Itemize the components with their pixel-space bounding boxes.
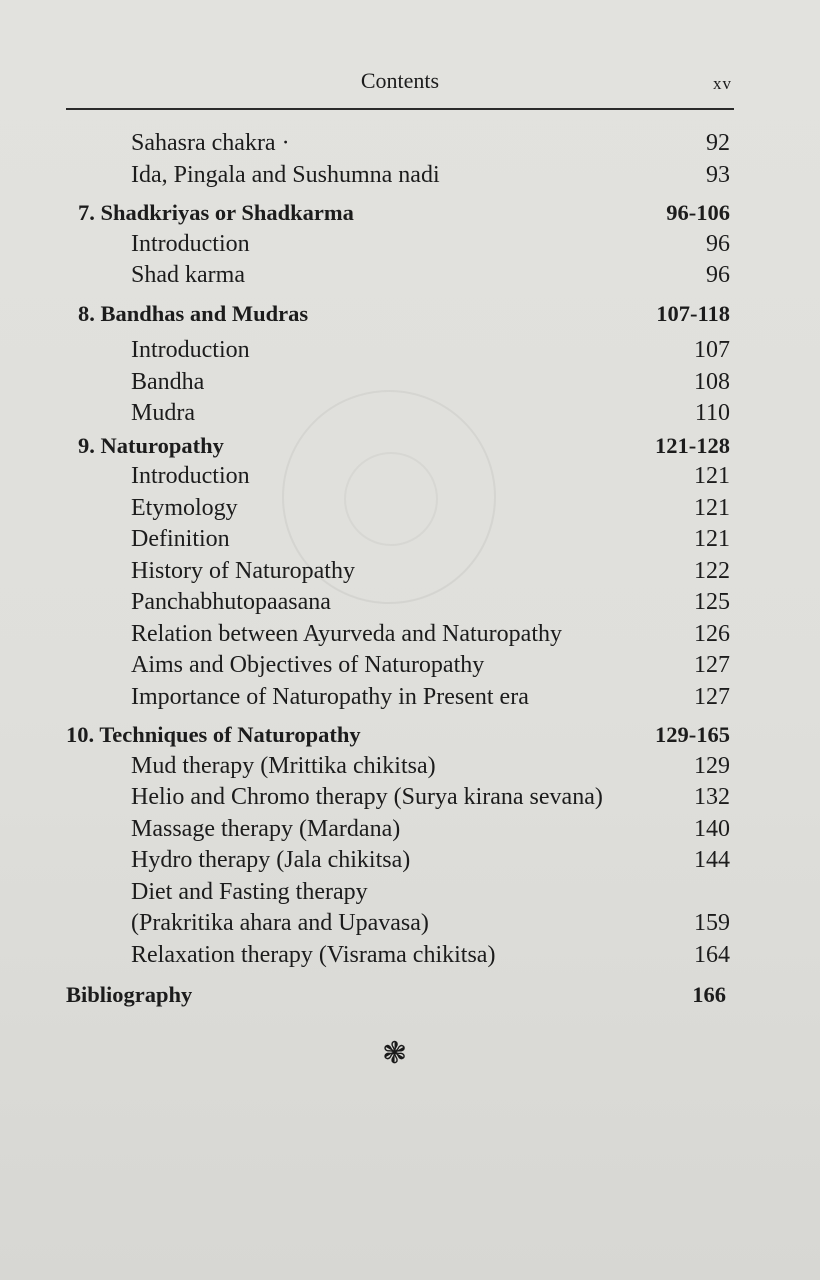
toc-entry-page: 92 [706,130,730,156]
toc-entry-label: Ida, Pingala and Sushumna nadi [131,161,440,188]
chapter-number: 9. [78,432,95,458]
toc-entry-label: Bandha [131,368,205,395]
end-ornament: ❃ [382,1037,408,1070]
page-header-title: Contents [360,68,440,93]
toc-entry [0,619,820,651]
toc-chapter-label [66,719,361,751]
toc-entry [0,128,820,160]
toc-chapter-label [78,430,224,462]
toc-entry-page: 93 [706,161,730,188]
toc-entry-page: 96 [706,230,730,257]
toc-entry [0,524,820,556]
toc-entry-page: 121 [694,526,730,552]
toc-entry-page: 108 [694,368,730,395]
chapter-title: Shadkriyas or Shadkarma [100,200,354,225]
toc-entry-label: Etymology [131,494,238,521]
toc-chapter-label [78,197,354,229]
chapter-number: 10. [66,722,95,747]
toc-chapter-pages: 129-165 [655,722,730,747]
toc-entry-page: 164 [694,941,730,968]
toc-entry [0,908,820,940]
toc-entry-label: (Prakritika ahara and Upavasa) [131,910,429,936]
toc-entry-page: 127 [694,652,730,678]
toc-entry-label: Relaxation therapy (Visrama chikitsa) [131,941,496,968]
toc-entry-page: 121 [694,463,730,489]
toc-entry-page: 107 [694,337,730,363]
toc-entry-label: Mud therapy (Mrittika chikitsa) [131,752,436,779]
toc-entry [0,160,820,192]
toc-chapter [0,298,820,330]
chapter-number: 8. [78,300,95,326]
toc-entry [0,877,820,909]
toc-entry-label: Definition [131,526,230,552]
toc-entry [0,229,820,261]
toc-entry-page: 110 [694,400,730,426]
chapter-number: 7. [78,200,95,225]
bibliography-label: Bibliography [66,982,193,1007]
chapter-title: Bandhas and Mudras [100,300,309,326]
toc-entry-label: Panchabhutopaasana [131,589,331,615]
toc-chapter [0,430,820,462]
toc-entry-label: Introduction [131,230,250,257]
toc-chapter-pages: 96-106 [666,200,730,225]
toc-entry-label: Introduction [131,463,250,489]
toc-chapter [0,197,820,229]
toc-entry [0,682,820,714]
toc-entry-page: 159 [694,910,730,936]
chapter-title: Techniques of Naturopathy [99,722,361,747]
toc-entry-label: Diet and Fasting therapy [131,878,368,905]
toc-entry-page: 122 [694,557,730,584]
toc-entry-label: Introduction [131,337,250,363]
toc-entry [0,587,820,619]
toc-entry-label: Mudra [131,400,195,426]
bibliography-page: 166 [692,982,726,1007]
toc-entry-label: History of Naturopathy [131,557,355,584]
page-number: xv [713,74,732,93]
toc-entry-label: Helio and Chromo therapy (Surya kirana sevana) [131,784,603,810]
toc-entry [0,398,820,430]
toc-entry-page: 132 [694,784,730,810]
toc-entry-label: Importance of Naturopathy in Present era [131,683,529,710]
chapter-title: Naturopathy [100,432,224,458]
toc-bibliography [0,979,820,1011]
toc-entry [0,782,820,814]
toc-entry-label: Shad karma [131,262,245,288]
toc-entry [0,814,820,846]
toc-entry-label: Relation between Ayurveda and Naturopathy [131,620,562,647]
toc-entry [0,461,820,493]
toc-chapter [0,719,820,751]
toc-entry [0,367,820,399]
toc-entry-page: 121 [694,494,730,521]
toc-entry-label: Sahasra chakra · [131,130,290,156]
toc-entry [0,845,820,877]
toc-entry [0,751,820,783]
header-rule [66,108,734,110]
toc-chapter-pages: 107-118 [656,300,730,326]
toc-entry-page: 129 [694,752,730,779]
toc-entry [0,335,820,367]
toc-entry-page: 125 [694,589,730,615]
toc-entry [0,493,820,525]
toc-entry [0,556,820,588]
toc-chapter-label [78,298,308,330]
toc-entry [0,940,820,972]
toc-entry-page: 126 [694,620,730,647]
toc-chapter-pages: 121-128 [655,432,730,458]
toc-entry-page: 96 [706,262,730,288]
toc-entry [0,650,820,682]
toc-entry-page: 127 [694,683,730,710]
toc-entry [0,260,820,292]
toc-entry-label: Massage therapy (Mardana) [131,815,401,842]
toc-entry-label: Aims and Objectives of Naturopathy [131,652,485,678]
toc-entry-label: Hydro therapy (Jala chikitsa) [131,847,411,873]
table-of-contents [0,128,820,1011]
toc-entry-page: 144 [694,847,730,873]
toc-entry-page: 140 [694,815,730,842]
